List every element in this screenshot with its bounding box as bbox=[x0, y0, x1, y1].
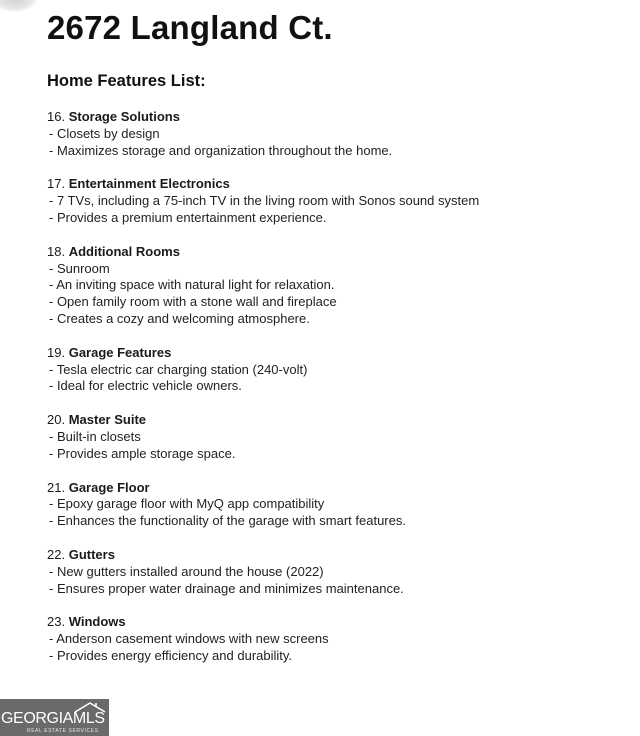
page-title: 2672 Langland Ct. bbox=[47, 9, 333, 46]
section-number: 22. bbox=[47, 546, 66, 562]
feature-item: - Creates a cozy and welcoming atmosphere. bbox=[49, 310, 310, 326]
feature-section bbox=[47, 109, 620, 159]
section-name: Garage Features bbox=[68, 344, 172, 360]
section-number: 18. bbox=[47, 243, 66, 259]
logo-wordmark bbox=[1, 710, 105, 728]
section-name: Storage Solutions bbox=[68, 109, 180, 124]
feature-item: - Anderson casement windows with new screens bbox=[49, 631, 329, 647]
section-heading bbox=[47, 412, 620, 429]
feature-section bbox=[47, 480, 620, 530]
logo-brand-secondary: MLS bbox=[72, 710, 105, 727]
section-name: Entertainment Electronics bbox=[68, 176, 230, 192]
section-number: 19. bbox=[47, 344, 66, 360]
section-heading bbox=[47, 176, 620, 193]
section-name: Master Suite bbox=[68, 412, 147, 428]
feature-item: - Ideal for electric vehicle owners. bbox=[49, 378, 242, 394]
logo-brand-primary: GEORGIA bbox=[1, 710, 73, 727]
feature-item: - Ensures proper water drainage and minimizes maintenance. bbox=[49, 580, 404, 596]
feature-item: - Provides energy efficiency and durability. bbox=[49, 647, 293, 663]
section-heading bbox=[47, 109, 620, 126]
document bbox=[47, 8, 620, 665]
feature-section bbox=[47, 345, 620, 395]
section-name: Additional Rooms bbox=[68, 243, 180, 259]
georgia-mls-watermark bbox=[0, 699, 109, 736]
feature-item: - Built-in closets bbox=[49, 428, 141, 444]
section-heading bbox=[47, 480, 620, 497]
feature-item: - Sunroom bbox=[49, 260, 110, 276]
section-name: Windows bbox=[68, 614, 126, 630]
feature-item: - Enhances the functionality of the garage with smart features. bbox=[49, 513, 406, 529]
section-heading bbox=[47, 614, 620, 631]
feature-section bbox=[47, 547, 620, 597]
feature-section bbox=[47, 244, 620, 328]
feature-item: - Closets by design bbox=[49, 125, 160, 141]
feature-item: - New gutters installed around the house (2022) bbox=[49, 563, 324, 579]
feature-item: - Epoxy garage floor with MyQ app compatibility bbox=[49, 496, 325, 512]
section-heading bbox=[47, 345, 620, 362]
section-name: Gutters bbox=[68, 546, 115, 562]
feature-item: - Provides a premium entertainment experience. bbox=[49, 209, 327, 225]
section-heading bbox=[47, 547, 620, 564]
section-number: 20. bbox=[47, 412, 66, 428]
section-number: 21. bbox=[47, 479, 66, 495]
section-number: 17. bbox=[47, 176, 66, 192]
feature-item: - Provides ample storage space. bbox=[49, 445, 236, 461]
feature-item: - 7 TVs, including a 75-inch TV in the living room with Sonos sound system bbox=[49, 193, 480, 209]
section-name: Garage Floor bbox=[68, 479, 150, 495]
section-number: 23. bbox=[47, 614, 66, 630]
logo-tagline: REAL ESTATE SERVICES bbox=[27, 727, 99, 734]
feature-section bbox=[47, 412, 620, 462]
section-number: 16. bbox=[47, 109, 66, 124]
section-heading bbox=[47, 244, 620, 261]
corner-decoration bbox=[0, 0, 38, 12]
feature-item: - Open family room with a stone wall and fireplace bbox=[49, 294, 337, 310]
feature-item: - Tesla electric car charging station (240-volt) bbox=[49, 361, 308, 377]
feature-item: - An inviting space with natural light for relaxation. bbox=[49, 277, 335, 293]
feature-section bbox=[47, 176, 620, 226]
feature-item: - Maximizes storage and organization throughout the home. bbox=[49, 142, 393, 158]
feature-section bbox=[47, 614, 620, 664]
features-heading: Home Features List: bbox=[47, 72, 206, 90]
